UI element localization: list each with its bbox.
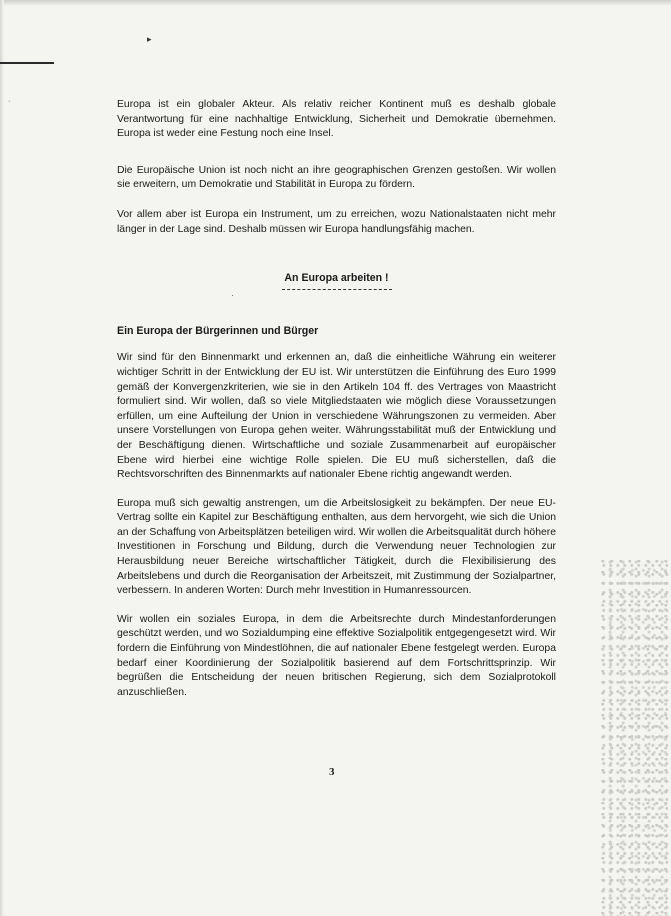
scan-artifact-line: [0, 62, 54, 64]
paragraph-intro-2: Die Europäische Union ist noch nicht an ihre geographischen Grenzen gestoßen. Wir wollen sie erweitern, um Demokratie und Stabilität in Europa zu fördern.: [117, 164, 556, 191]
scan-speckle-noise: [601, 560, 671, 916]
section-title-underline: [282, 289, 392, 290]
paragraph-main-3: Wir wollen ein soziales Europa, in dem die Arbeitsrechte durch Mindestanforderungen geschützt werden, und wo Sozialdumping eine effektive Sozialpolitik entgegengesetzt wird. Wir fordern die Einführung von Mindestlöhnen, die auf nationaler Ebene festgelegt werden. Europa bedarf einer Koordinierung der Sozialpolitik basierend auf dem Fortschrittsprinzip. Wir begrüßen die Entscheidung der neuen britischen Regierung, sich dem Sozialprotokoll anzuschließen.: [117, 613, 556, 698]
paragraph-intro-1: Europa ist ein globaler Akteur. Als relativ reicher Kontinent muß es deshalb globale Verantwortung für eine nachhaltige Entwicklung, Sicherheit und Demokratie übernehmen. Europa ist weder eine Festung noch eine Insel.: [117, 99, 556, 140]
subheading: Ein Europa der Bürgerinnen und Bürger: [117, 324, 319, 337]
page-number: 3: [329, 766, 335, 778]
scan-dot: ▸: [147, 34, 152, 44]
scan-edge-top: [0, 0, 671, 6]
scan-dot: ·: [8, 98, 11, 105]
scan-dot: ·: [231, 291, 234, 300]
scan-edge-left: [0, 0, 4, 916]
paragraph-main-2: Europa muß sich gewaltig anstrengen, um die Arbeitslosigkeit zu bekämpfen. Der neue EU-Vertrag sollte ein Kapitel zur Beschäftigung enthalten, aus dem hervorgeht, wie sich die Union an der Schaffung von Arbeitsplätzen beteiligen wird. Wir wollen die Arbeitsqualität durch höhere Investitionen in Forschung und Bildung, durch die Verwendung neuer Technologien zur Herausbildung neuer Bereiche wirtschaftlicher Tätigkeit, durch die Flexibilisierung des Arbeitslebens und durch die Reorganisation der Arbeitszeit, mit Zustimmung der Sozialpartner, verbessern. In anderen Worten: Durch mehr Investition in Humanressourcen.: [117, 497, 556, 597]
section-title: An Europa arbeiten !: [284, 272, 389, 285]
paragraph-main-1: Wir sind für den Binnenmarkt und erkennen an, daß die einheitliche Währung ein weiterer wichtiger Schritt in der Entwicklung der EU ist. Wir unterstützen die Einführung des Euro 1999 gemäß der Konvergenzkriterien, wie sie in den Artikeln 104 ff. des Vertrages von Maastricht formuliert sind. Wir wollen, daß so viele Mitgliedstaaten wie möglich diese Voraussetzungen erfüllen, um eine Aufteilung der Union in verschiedene Währungszonen zu vermeiden. Aber unsere Vorstellungen von Europa gehen weiter. Währungsstabilität muß der Entwicklung und der Beschäftigung dienen. Wirtschaftliche und soziale Zusammenarbeit auf europäischer Ebene wird hierbei eine wichtige Rolle spielen. Die EU muß sicherstellen, daß die Rechtsvorschriften des Binnenmarkts auf nationaler Ebene richtig angewandt werden.: [117, 352, 556, 481]
paragraph-intro-3: Vor allem aber ist Europa ein Instrument, um zu erreichen, wozu Nationalstaaten nicht mehr länger in der Lage sind. Deshalb müssen wir Europa handlungsfähig machen.: [117, 208, 556, 235]
document-body: [117, 98, 556, 700]
